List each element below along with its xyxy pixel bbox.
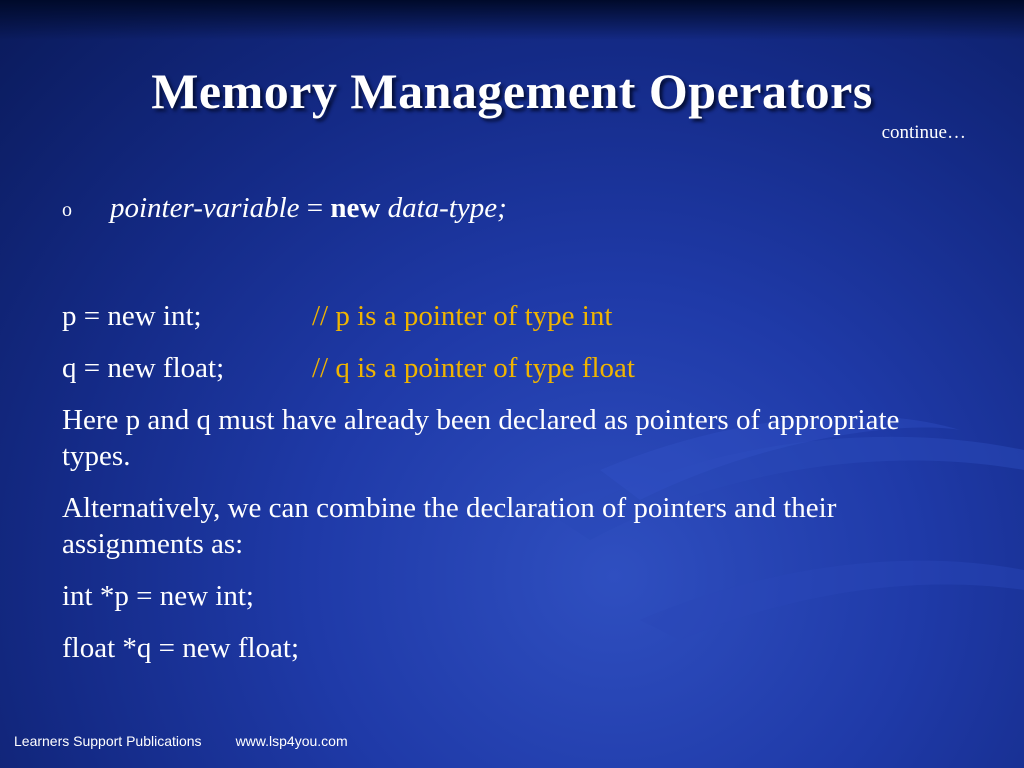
statement: int *p = new int; <box>62 580 254 612</box>
statement: float *q = new float; <box>62 632 300 664</box>
syntax-equals: = <box>299 192 331 224</box>
syntax-new-keyword: new <box>330 192 381 224</box>
code-comment: // q is a pointer of type float <box>312 352 635 384</box>
paragraph: Alternatively, we can combine the declaration of pointers and their assignments as: <box>62 492 837 560</box>
syntax-pointer-variable: pointer-variable <box>110 192 300 224</box>
code-line <box>62 298 962 334</box>
code-comment: // p is a pointer of type int <box>312 300 613 332</box>
slide-subtitle: continue… <box>881 122 966 143</box>
slide-title: Memory Management Operators <box>151 63 873 119</box>
code-line <box>62 350 962 386</box>
syntax-data-type: data-type; <box>380 192 507 224</box>
paragraph: Here p and q must have already been declared as pointers of appropriate types. <box>62 404 900 472</box>
footer-publisher: Learners Support Publications <box>14 733 202 749</box>
slide-body <box>62 298 962 682</box>
code-statement: p = new int; <box>62 300 202 332</box>
bullet-icon: o <box>62 198 72 221</box>
code-statement: q = new float; <box>62 352 225 384</box>
footer-website: www.lsp4you.com <box>235 733 348 749</box>
footer <box>14 733 348 749</box>
syntax-line <box>62 192 507 225</box>
